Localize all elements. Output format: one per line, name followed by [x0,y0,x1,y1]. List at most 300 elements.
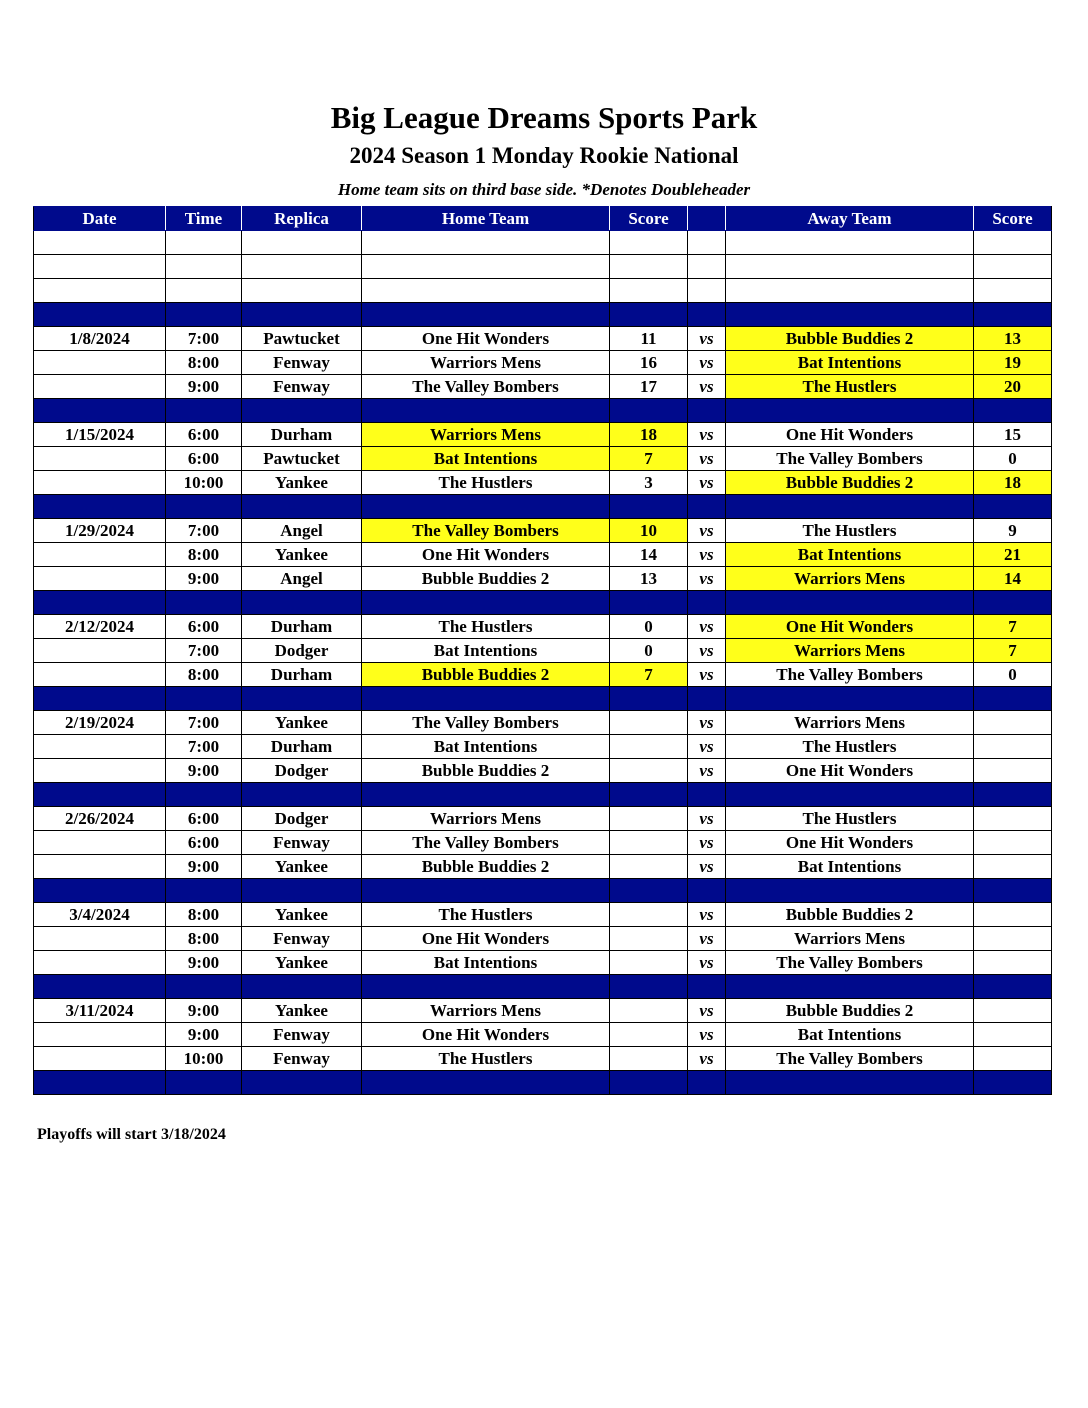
cell-vs: vs [688,663,726,687]
cell-vs: vs [688,1047,726,1071]
cell-home-score: 13 [610,567,688,591]
cell-away-team: One Hit Wonders [726,615,974,639]
cell-vs: vs [688,639,726,663]
cell-away-score: 21 [974,543,1052,567]
week-separator-row [34,879,1052,903]
separator-cell [166,399,242,423]
cell-date [34,471,166,495]
cell-replica: Dodger [242,639,362,663]
cell-home-team: One Hit Wonders [362,543,610,567]
separator-cell [974,975,1052,999]
separator-cell [362,975,610,999]
separator-cell [34,687,166,711]
cell-time: 9:00 [166,999,242,1023]
cell-away-team: The Valley Bombers [726,951,974,975]
cell-replica: Angel [242,519,362,543]
cell-home-team: Warriors Mens [362,999,610,1023]
cell-time: 6:00 [166,807,242,831]
cell-date: 2/26/2024 [34,807,166,831]
cell-vs: vs [688,471,726,495]
cell-time: 9:00 [166,1023,242,1047]
page-title: Big League Dreams Sports Park [330,100,758,135]
cell-home-score: 0 [610,639,688,663]
cell-vs: vs [688,375,726,399]
separator-cell [362,1071,610,1095]
separator-cell [242,399,362,423]
game-row [34,255,1052,279]
game-row [34,807,1052,831]
cell-vs [688,255,726,279]
cell-home-score: 11 [610,327,688,351]
cell-replica [242,279,362,303]
cell-vs: vs [688,447,726,471]
cell-away-score: 20 [974,375,1052,399]
cell-replica: Angel [242,567,362,591]
cell-away-score [974,807,1052,831]
cell-away-team: Warriors Mens [726,711,974,735]
separator-cell [974,783,1052,807]
cell-date: 1/15/2024 [34,423,166,447]
cell-date [34,951,166,975]
col-header-replica: Replica [242,207,362,231]
cell-date: 2/19/2024 [34,711,166,735]
cell-vs [688,231,726,255]
cell-away-team: The Valley Bombers [726,447,974,471]
cell-home-score: 14 [610,543,688,567]
cell-away-team: One Hit Wonders [726,423,974,447]
game-row [34,663,1052,687]
cell-time: 6:00 [166,423,242,447]
cell-time: 7:00 [166,327,242,351]
cell-replica: Dodger [242,759,362,783]
cell-time: 8:00 [166,903,242,927]
separator-cell [610,591,688,615]
cell-home-score [610,711,688,735]
separator-cell [726,303,974,327]
cell-vs: vs [688,831,726,855]
cell-home-team: Warriors Mens [362,423,610,447]
week-separator-row [34,591,1052,615]
game-row [34,543,1052,567]
cell-date [34,759,166,783]
cell-vs: vs [688,567,726,591]
cell-away-score: 13 [974,327,1052,351]
cell-away-team: The Hustlers [726,519,974,543]
cell-home-team: Bubble Buddies 2 [362,855,610,879]
separator-cell [166,591,242,615]
cell-home-score [610,951,688,975]
cell-date [34,375,166,399]
separator-cell [974,399,1052,423]
separator-cell [166,687,242,711]
separator-cell [34,1071,166,1095]
game-row [34,903,1052,927]
cell-home-score [610,855,688,879]
cell-replica: Fenway [242,831,362,855]
cell-vs [688,279,726,303]
cell-away-team: Warriors Mens [726,927,974,951]
col-header-home-team: Home Team [362,207,610,231]
cell-home-score: 7 [610,447,688,471]
separator-cell [726,687,974,711]
game-row [34,351,1052,375]
cell-away-team: The Valley Bombers [726,663,974,687]
cell-time [166,255,242,279]
cell-home-score [610,279,688,303]
cell-home-team: Bat Intentions [362,639,610,663]
cell-time: 6:00 [166,447,242,471]
game-row [34,1047,1052,1071]
separator-cell [974,687,1052,711]
header-row [34,207,1052,231]
cell-away-team: The Valley Bombers [726,1047,974,1071]
col-header-time: Time [166,207,242,231]
cell-date [34,927,166,951]
game-row [34,471,1052,495]
cell-home-team: Bat Intentions [362,447,610,471]
cell-home-score: 10 [610,519,688,543]
separator-cell [610,687,688,711]
cell-home-score [610,807,688,831]
cell-date [34,1023,166,1047]
cell-home-team: The Valley Bombers [362,711,610,735]
cell-time [166,231,242,255]
cell-home-score: 3 [610,471,688,495]
cell-away-score: 7 [974,615,1052,639]
cell-replica: Fenway [242,375,362,399]
cell-away-score: 18 [974,471,1052,495]
cell-time: 9:00 [166,951,242,975]
separator-cell [242,591,362,615]
cell-vs: vs [688,903,726,927]
separator-cell [34,975,166,999]
cell-away-team: Bat Intentions [726,543,974,567]
cell-away-score [974,1047,1052,1071]
cell-home-score: 16 [610,351,688,375]
separator-cell [34,399,166,423]
cell-home-score [610,735,688,759]
cell-away-team: One Hit Wonders [726,831,974,855]
separator-cell [362,591,610,615]
cell-home-team: One Hit Wonders [362,327,610,351]
cell-away-team [726,231,974,255]
game-row [34,615,1052,639]
cell-away-score [974,903,1052,927]
separator-cell [34,495,166,519]
cell-replica [242,255,362,279]
separator-cell [726,783,974,807]
cell-time: 10:00 [166,1047,242,1071]
cell-replica: Fenway [242,927,362,951]
cell-date [34,735,166,759]
cell-replica: Pawtucket [242,447,362,471]
cell-away-team: Bubble Buddies 2 [726,471,974,495]
cell-home-score [610,255,688,279]
game-row [34,759,1052,783]
cell-home-score [610,999,688,1023]
cell-replica: Yankee [242,855,362,879]
cell-date [34,543,166,567]
game-row [34,951,1052,975]
cell-away-score: 7 [974,639,1052,663]
game-row [34,855,1052,879]
separator-cell [166,1071,242,1095]
cell-time: 9:00 [166,567,242,591]
cell-time: 8:00 [166,663,242,687]
schedule-body [34,231,1052,1095]
separator-cell [362,399,610,423]
cell-home-team [362,231,610,255]
game-row [34,567,1052,591]
cell-home-team: The Hustlers [362,471,610,495]
cell-home-score: 18 [610,423,688,447]
cell-time: 9:00 [166,855,242,879]
cell-away-score [974,855,1052,879]
cell-vs: vs [688,951,726,975]
separator-cell [34,783,166,807]
cell-time [166,279,242,303]
cell-away-team: One Hit Wonders [726,759,974,783]
cell-home-team: One Hit Wonders [362,1023,610,1047]
game-row [34,327,1052,351]
separator-cell [242,303,362,327]
cell-home-score [610,1023,688,1047]
separator-cell [166,783,242,807]
game-row [34,1023,1052,1047]
separator-cell [362,303,610,327]
col-header-away-team: Away Team [726,207,974,231]
separator-cell [242,495,362,519]
cell-away-score: 19 [974,351,1052,375]
cell-time: 7:00 [166,519,242,543]
cell-home-score [610,831,688,855]
separator-cell [166,975,242,999]
cell-time: 9:00 [166,375,242,399]
cell-away-team: Bat Intentions [726,351,974,375]
cell-away-score: 14 [974,567,1052,591]
cell-date [34,1047,166,1071]
game-row [34,927,1052,951]
cell-home-team: The Valley Bombers [362,375,610,399]
separator-cell [688,399,726,423]
week-separator-row [34,495,1052,519]
cell-vs: vs [688,735,726,759]
cell-home-team [362,255,610,279]
schedule-note: Home team sits on third base side. *Denotes Doubleheader [337,180,751,199]
cell-vs: vs [688,1023,726,1047]
cell-away-team: Bat Intentions [726,855,974,879]
game-row [34,519,1052,543]
separator-cell [166,303,242,327]
cell-vs: vs [688,807,726,831]
cell-time: 10:00 [166,471,242,495]
col-header-date: Date [34,207,166,231]
cell-away-score [974,735,1052,759]
separator-cell [610,975,688,999]
cell-replica: Fenway [242,1047,362,1071]
col-header-away-score: Score [974,207,1052,231]
cell-replica: Fenway [242,1023,362,1047]
week-separator-row [34,1071,1052,1095]
cell-vs: vs [688,519,726,543]
cell-time: 6:00 [166,831,242,855]
cell-home-team: Bat Intentions [362,951,610,975]
cell-time: 7:00 [166,639,242,663]
cell-date [34,639,166,663]
cell-away-team: The Hustlers [726,735,974,759]
cell-time: 8:00 [166,543,242,567]
cell-date [34,567,166,591]
cell-date [34,855,166,879]
game-row [34,639,1052,663]
cell-replica: Dodger [242,807,362,831]
separator-cell [242,975,362,999]
separator-cell [166,495,242,519]
cell-replica: Durham [242,735,362,759]
separator-cell [726,495,974,519]
cell-away-score [974,711,1052,735]
cell-home-score [610,231,688,255]
separator-cell [726,1071,974,1095]
cell-replica: Pawtucket [242,327,362,351]
cell-home-team: Bubble Buddies 2 [362,759,610,783]
cell-away-team: Bubble Buddies 2 [726,999,974,1023]
game-row [34,711,1052,735]
week-separator-row [34,783,1052,807]
cell-replica: Durham [242,615,362,639]
separator-cell [974,591,1052,615]
cell-away-team: Warriors Mens [726,567,974,591]
cell-date [34,447,166,471]
cell-date [34,255,166,279]
separator-cell [166,879,242,903]
cell-away-score [974,759,1052,783]
cell-away-team: The Hustlers [726,807,974,831]
separator-cell [362,687,610,711]
cell-away-score: 9 [974,519,1052,543]
game-row [34,999,1052,1023]
cell-vs: vs [688,927,726,951]
separator-cell [974,303,1052,327]
cell-away-score [974,999,1052,1023]
game-row [34,447,1052,471]
cell-home-team: Bubble Buddies 2 [362,567,610,591]
cell-away-team: Bat Intentions [726,1023,974,1047]
cell-time: 9:00 [166,759,242,783]
cell-replica: Yankee [242,999,362,1023]
separator-cell [974,879,1052,903]
cell-away-score [974,279,1052,303]
separator-cell [242,687,362,711]
cell-home-team: The Hustlers [362,1047,610,1071]
cell-replica: Durham [242,423,362,447]
cell-time: 7:00 [166,711,242,735]
game-row [34,375,1052,399]
separator-cell [726,975,974,999]
cell-home-team: Warriors Mens [362,351,610,375]
col-header-home-score: Score [610,207,688,231]
separator-cell [688,783,726,807]
cell-home-score [610,927,688,951]
separator-cell [362,783,610,807]
cell-away-team: Bubble Buddies 2 [726,327,974,351]
cell-vs: vs [688,711,726,735]
cell-home-team: The Valley Bombers [362,831,610,855]
cell-away-team [726,279,974,303]
cell-vs: vs [688,855,726,879]
cell-away-score [974,255,1052,279]
week-separator-row [34,303,1052,327]
separator-cell [688,1071,726,1095]
week-separator-row [34,687,1052,711]
cell-away-team [726,255,974,279]
cell-date [34,279,166,303]
cell-replica: Yankee [242,903,362,927]
separator-cell [688,303,726,327]
cell-date [34,351,166,375]
cell-replica: Yankee [242,471,362,495]
cell-home-team: One Hit Wonders [362,927,610,951]
separator-cell [610,1071,688,1095]
cell-replica: Fenway [242,351,362,375]
game-row [34,831,1052,855]
cell-away-score [974,831,1052,855]
separator-cell [974,495,1052,519]
schedule-table [33,206,1052,1095]
cell-away-score [974,231,1052,255]
week-separator-row [34,975,1052,999]
cell-replica: Yankee [242,711,362,735]
separator-cell [688,495,726,519]
cell-home-team: The Valley Bombers [362,519,610,543]
cell-home-team: Warriors Mens [362,807,610,831]
separator-cell [688,687,726,711]
separator-cell [974,1071,1052,1095]
week-separator-row [34,399,1052,423]
separator-cell [688,975,726,999]
cell-replica: Yankee [242,543,362,567]
separator-cell [242,783,362,807]
cell-away-team: The Hustlers [726,375,974,399]
game-row [34,423,1052,447]
cell-date [34,663,166,687]
cell-home-score [610,903,688,927]
cell-time: 8:00 [166,351,242,375]
cell-home-score: 17 [610,375,688,399]
cell-vs: vs [688,423,726,447]
separator-cell [726,399,974,423]
cell-away-score [974,951,1052,975]
cell-away-score: 15 [974,423,1052,447]
separator-cell [34,591,166,615]
cell-vs: vs [688,615,726,639]
cell-replica: Yankee [242,951,362,975]
cell-time: 6:00 [166,615,242,639]
cell-home-score [610,1047,688,1071]
cell-away-score [974,1023,1052,1047]
separator-cell [688,591,726,615]
separator-cell [726,879,974,903]
cell-date: 1/29/2024 [34,519,166,543]
cell-home-team: The Hustlers [362,615,610,639]
separator-cell [610,879,688,903]
cell-home-score: 0 [610,615,688,639]
playoffs-note: Playoffs will start 3/18/2024 [37,1126,226,1143]
cell-home-score [610,759,688,783]
page-subtitle: 2024 Season 1 Monday Rookie National [349,143,739,168]
cell-date: 1/8/2024 [34,327,166,351]
cell-date: 2/12/2024 [34,615,166,639]
